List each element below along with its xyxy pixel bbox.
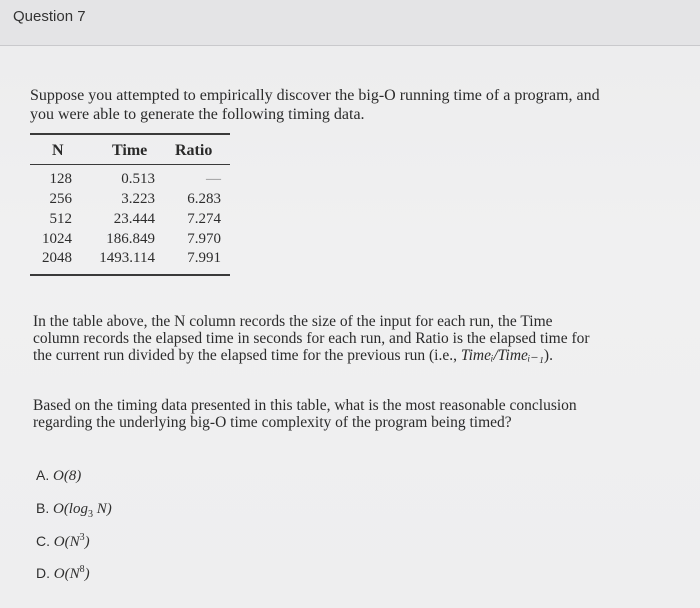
question-title: Question 7 — [13, 8, 86, 25]
cell-n: 128 — [49, 171, 72, 187]
option-expression: O(8) — [52, 468, 82, 484]
option-d[interactable] — [36, 564, 90, 585]
cell-time: 1493.114 — [99, 250, 155, 266]
option-expression: $O(N^3)$ — [53, 532, 90, 550]
header-n: N — [52, 142, 64, 159]
cell-n: 256 — [49, 191, 72, 207]
option-letter: B. — [36, 500, 50, 516]
option-letter: A. — [36, 467, 50, 483]
table-top-rule — [30, 133, 230, 135]
explanation-paragraph — [33, 313, 598, 364]
ratio-formula: Timeᵢ/Timeᵢ₋₁ — [460, 347, 544, 364]
cell-time: 186.849 — [106, 231, 155, 247]
cell-ratio: — — [206, 171, 221, 187]
option-a[interactable] — [36, 466, 81, 487]
cell-ratio: 7.274 — [187, 211, 221, 227]
cell-n: 512 — [49, 211, 72, 227]
option-expression: $O(\log_3$ N) — [52, 501, 112, 520]
cell-ratio: 7.970 — [187, 231, 221, 247]
cell-n: 2048 — [42, 250, 72, 266]
explanation-end: ). — [543, 347, 553, 364]
cell-time: 23.444 — [113, 211, 155, 227]
table-bottom-rule — [30, 274, 230, 276]
cell-time: 3.223 — [121, 191, 155, 207]
cell-n: 1024 — [42, 231, 72, 247]
explanation-text: In the table above, the N column records the size of the input for each run, the Time column records the elapsed time in seconds for each run, and Ratio is the elapsed time for the current run divided by the elapsed time for the previous run (i.e., — [33, 313, 590, 364]
cell-ratio: 6.283 — [187, 191, 221, 207]
question-intro: Suppose you attempted to empirically discover the big-O running time of a program, and you were able to generate the following timing data. — [30, 87, 600, 123]
option-letter: C. — [36, 533, 50, 549]
question-prompt: Based on the timing data presented in this table, what is the most reasonable conclusion regarding the underlying big-O time complexity of the program being timed? — [33, 397, 577, 431]
table-header-rule — [30, 164, 230, 165]
cell-time: 0.513 — [121, 171, 155, 187]
option-b[interactable] — [36, 499, 112, 520]
question-header — [0, 0, 700, 46]
option-expression: $O(N^8)$ — [53, 564, 90, 582]
option-letter: D. — [36, 565, 50, 581]
option-c[interactable] — [36, 532, 90, 553]
header-ratio: Ratio — [175, 142, 213, 159]
cell-ratio: 7.991 — [187, 250, 221, 266]
header-time: Time — [112, 142, 148, 159]
